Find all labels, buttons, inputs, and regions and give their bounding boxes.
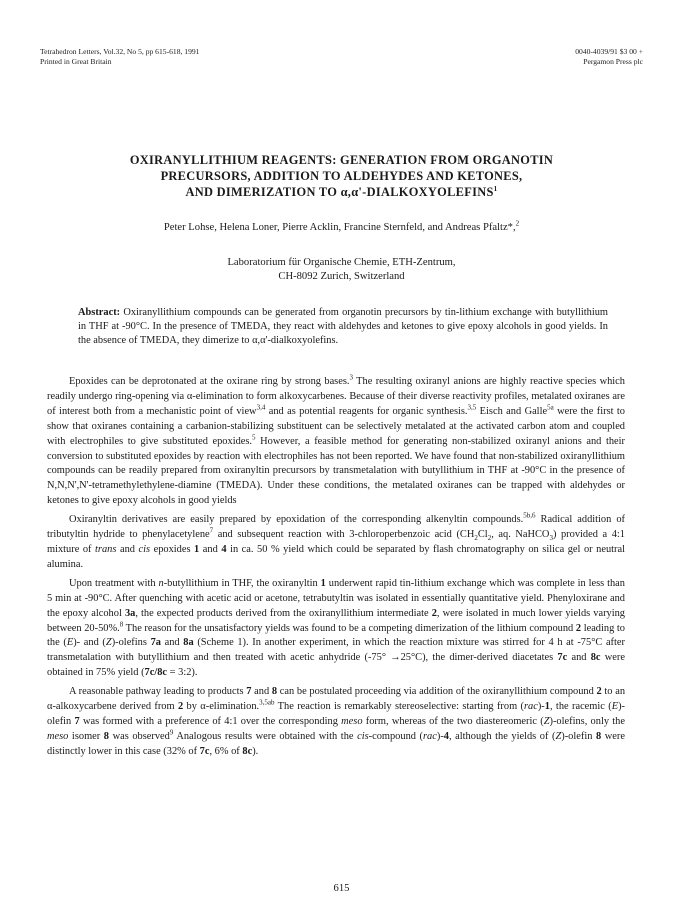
text-run: , although the yields of ( xyxy=(449,730,556,742)
italic-term: E xyxy=(611,701,619,713)
italic-term: meso xyxy=(47,730,69,742)
citation-mark: 5 xyxy=(252,433,256,442)
compound-number: 2 xyxy=(177,701,184,713)
text-run: , aq. NaHCO xyxy=(491,529,550,541)
italic-term: Z xyxy=(543,715,550,727)
compound-number: 8 xyxy=(103,730,109,742)
compound-number: 1 xyxy=(194,543,200,555)
abstract xyxy=(78,306,608,347)
italic-term: rac xyxy=(423,730,437,742)
subscript: 2 xyxy=(474,534,478,543)
subscript: 3 xyxy=(549,534,553,543)
italic-term: rac xyxy=(523,701,538,713)
italic-term: trans xyxy=(95,543,117,555)
text-run: was observed xyxy=(109,730,170,742)
text-run: to an α-alkoxycarbene derived from xyxy=(47,686,626,713)
text-run: and xyxy=(567,652,591,664)
title-footnote-mark: 1 xyxy=(493,184,498,193)
affiliation xyxy=(40,256,643,284)
italic-term: E xyxy=(66,637,74,649)
text-run: ) provided a 4:1 mixture of xyxy=(47,529,625,555)
text-run: were obtained in 75% yield ( xyxy=(47,652,625,679)
price-code: 0040-4039/91 $3 00 + xyxy=(575,47,643,56)
compound-number: 2 xyxy=(431,607,437,619)
paragraph-4 xyxy=(47,685,625,760)
text-run: epoxides xyxy=(150,543,195,555)
paragraph-3 xyxy=(47,577,625,681)
text-run: Cl xyxy=(477,529,488,541)
text-run: , were isolated in much lower yields varying between 20-50%. xyxy=(47,607,626,634)
compound-number: 7a xyxy=(150,637,161,649)
text-run: can be postulated proceeding via addition of the oxiranyllithium compound xyxy=(277,686,597,698)
citation-mark: 3 xyxy=(349,373,353,382)
compound-number: 7 xyxy=(74,715,80,727)
italic-term: n xyxy=(158,577,164,589)
italic-term: Z xyxy=(105,637,112,649)
printed-in: Printed in Great Britain xyxy=(40,57,112,66)
text-run: )- xyxy=(436,730,444,742)
text-run: The reaction is remarkably stereoselective: starting from ( xyxy=(274,701,524,713)
author-list xyxy=(40,219,643,233)
journal-header xyxy=(40,47,199,67)
text-run: were the first to show that oxiranes containing a carbanion-stabilizing substituent can be selectively metalated at the activated carbon atom and coupled with electrophiles to give substituted epoxides. xyxy=(47,405,625,447)
text-run: Eisch and Galle xyxy=(476,405,548,417)
compound-number: 8 xyxy=(596,730,602,742)
text-run: and subsequent reaction with 3-chloroperbenzoic acid (CH xyxy=(213,529,475,541)
text-run: leading to the ( xyxy=(47,622,625,649)
paragraph-2 xyxy=(47,513,625,573)
text-run: underwent rapid tin-lithium exchange which was complete in less than 5 min at -90°C. After quenching with acetic acid or acetone, tetrabutyltin was isolated in essentially quantitative yield. Phenyloxirane and the epoxy alcohol xyxy=(47,577,625,619)
text-run: (Scheme 1). In another experiment, in which the reaction mixture was stirred for 4 h at -75°C after transmetalation with butyllithium and then treated with acetic anhydride (-75° →25°C), the dimer-derived diacetates xyxy=(47,637,625,664)
italic-term: cis xyxy=(357,730,369,742)
text-run: )- xyxy=(537,701,545,713)
text-run: )-olefins, only the xyxy=(549,715,625,727)
text-run: )- and ( xyxy=(73,637,106,649)
compound-number: 2 xyxy=(575,622,582,634)
compound-number: 4 xyxy=(443,730,449,742)
citation-mark: 5b,6 xyxy=(523,511,536,520)
compound-number: 1 xyxy=(544,701,550,713)
compound-number: 3a xyxy=(124,607,136,619)
abstract-text: Oxiranyllithium compounds can be generated from organotin precursors by tin-lithium exchange with butyllithium in THF at -90°C. In the presence of TMEDA, they react with aldehydes and ketones to give epoxy alcohols in good yields. In the absence of TMEDA, they dimerize to α,α'-dialkoxyolefins. xyxy=(78,307,608,346)
text-run: and xyxy=(251,686,272,698)
title-line-2: PRECURSORS, ADDITION TO ALDEHYDES AND KETONES, xyxy=(160,169,523,183)
compound-number: 8 xyxy=(271,686,278,698)
text-run: and xyxy=(160,637,184,649)
citation-mark: 7 xyxy=(209,526,214,535)
article-title xyxy=(40,152,643,200)
text-run: , the expected products derived from the oxiranyllithium intermediate xyxy=(135,607,432,619)
text-run: isomer xyxy=(68,730,104,742)
text-run: , 6% of xyxy=(209,745,243,757)
text-run: Epoxides can be deprotonated at the oxirane ring by strong bases. xyxy=(69,376,350,387)
citation-mark: 8 xyxy=(119,620,124,629)
text-run: )-olefin xyxy=(561,730,597,742)
compound-number: 7 xyxy=(246,686,252,698)
text-run: and xyxy=(116,543,139,555)
page-number: 615 xyxy=(333,883,350,894)
text-run: by α-elimination. xyxy=(183,701,260,713)
publisher-header xyxy=(575,47,643,67)
affiliation-line-2: CH-8092 Zurich, Switzerland xyxy=(278,271,405,282)
compound-number: 4 xyxy=(221,543,227,555)
text-run: -butyllithium in THF, the oxiranyltin xyxy=(163,577,321,589)
compound-number: 8c xyxy=(242,745,253,757)
compound-number: 7c xyxy=(557,652,568,664)
compound-number: 8c xyxy=(590,652,601,664)
text-run: were distinctly lower in this case (32% of xyxy=(47,730,625,757)
italic-term: Z xyxy=(555,730,562,742)
text-run: Analogous results were obtained with the xyxy=(173,730,358,742)
compound-number: 2 xyxy=(596,686,602,698)
journal-citation: Tetrahedron Letters, Vol.32, No 5, pp 615-618, 1991 xyxy=(40,47,200,56)
text-run: A reasonable pathway leading to products xyxy=(69,686,247,698)
author-names: Peter Lohse, Helena Loner, Pierre Acklin, Francine Sternfeld, and Andreas Pfaltz*, xyxy=(163,222,516,233)
citation-mark: 3,4 xyxy=(256,403,266,412)
title-line-3 xyxy=(40,184,643,200)
citation-mark: 5a xyxy=(547,403,554,412)
text-run: form, whereas of the two diastereomeric ( xyxy=(362,715,544,727)
text-run: However, a feasible method for generating non-stabilized oxiranyl anions and their conversion to substituted epoxides by reaction with electrophiles has not been reported. We have found that non-stabilized oxiranyllithium compounds can be readily prepared from oxiranyltin precursors by transmetalation with butyllithium in THF at -90°C in the presence of N,N,N',N'-tetramethylethylene-diamine (TMEDA). Under these conditions, the metalated oxiranes can be trapped with aldehydes or ketones to give epoxy alcohols in good yields xyxy=(47,435,626,507)
text-run: Oxiranyltin derivatives are easily prepared by epoxidation of the corresponding alkenyltin compounds. xyxy=(69,514,524,526)
text-run: )-olefins xyxy=(111,637,151,649)
text-run: The reason for the unsatisfactory yields was found to be a competing dimerization of the lithium compound xyxy=(123,622,576,634)
citation-mark: 3,5ab xyxy=(259,698,275,707)
paragraph-1 xyxy=(47,375,625,509)
text-run: was formed with a preference of 4:1 over the corresponding xyxy=(79,715,342,727)
citation-mark: 9 xyxy=(169,728,174,737)
body-text xyxy=(47,375,625,764)
title-line-1: OXIRANYLLITHIUM REAGENTS: GENERATION FROM ORGANOTIN xyxy=(129,153,554,167)
text-run: , the racemic ( xyxy=(549,701,612,713)
compound-number: 1 xyxy=(320,577,326,589)
text-run: -compound ( xyxy=(368,730,424,742)
subscript: 2 xyxy=(487,534,492,543)
text-run: in ca. 50 % yield which could be separated by flash chromatography on silica gel or neutral alumina. xyxy=(47,543,626,570)
text-run: and xyxy=(199,543,222,555)
publisher-name: Pergamon Press plc xyxy=(583,57,643,66)
text-run: Upon treatment with xyxy=(69,577,159,589)
italic-term: cis xyxy=(138,543,151,555)
italic-term: meso xyxy=(341,715,363,727)
text-run: ). xyxy=(252,745,259,757)
text-run: and as potential reagents for organic synthesis. xyxy=(265,405,468,417)
compound-number: 7c xyxy=(199,745,210,757)
title-line-3-text: AND DIMERIZATION TO α,α'-DIALKOXYOLEFINS xyxy=(185,185,494,199)
affiliation-line-1: Laboratorium für Organische Chemie, ETH-Zentrum, xyxy=(227,257,456,268)
text-run: )-olefin xyxy=(47,701,625,727)
text-run: Radical addition of tributyltin hydride to phenylacetylene xyxy=(47,514,625,541)
author-footnote-mark: 2 xyxy=(515,219,520,228)
text-run: = 3:2). xyxy=(167,667,198,679)
citation-mark: 3,5 xyxy=(467,403,477,412)
compound-number: 8a xyxy=(183,637,194,649)
abstract-label: Abstract: xyxy=(78,307,121,318)
compound-number: 7c/8c xyxy=(144,667,168,679)
text-run: The resulting oxiranyl anions are highly reactive species which readily undergo ring-opening via α-elimination to form alkoxycarbenes. Because of their diverse reactivity profiles, metalated oxiranes are of interest both from a mechanistic point of view xyxy=(47,376,625,417)
